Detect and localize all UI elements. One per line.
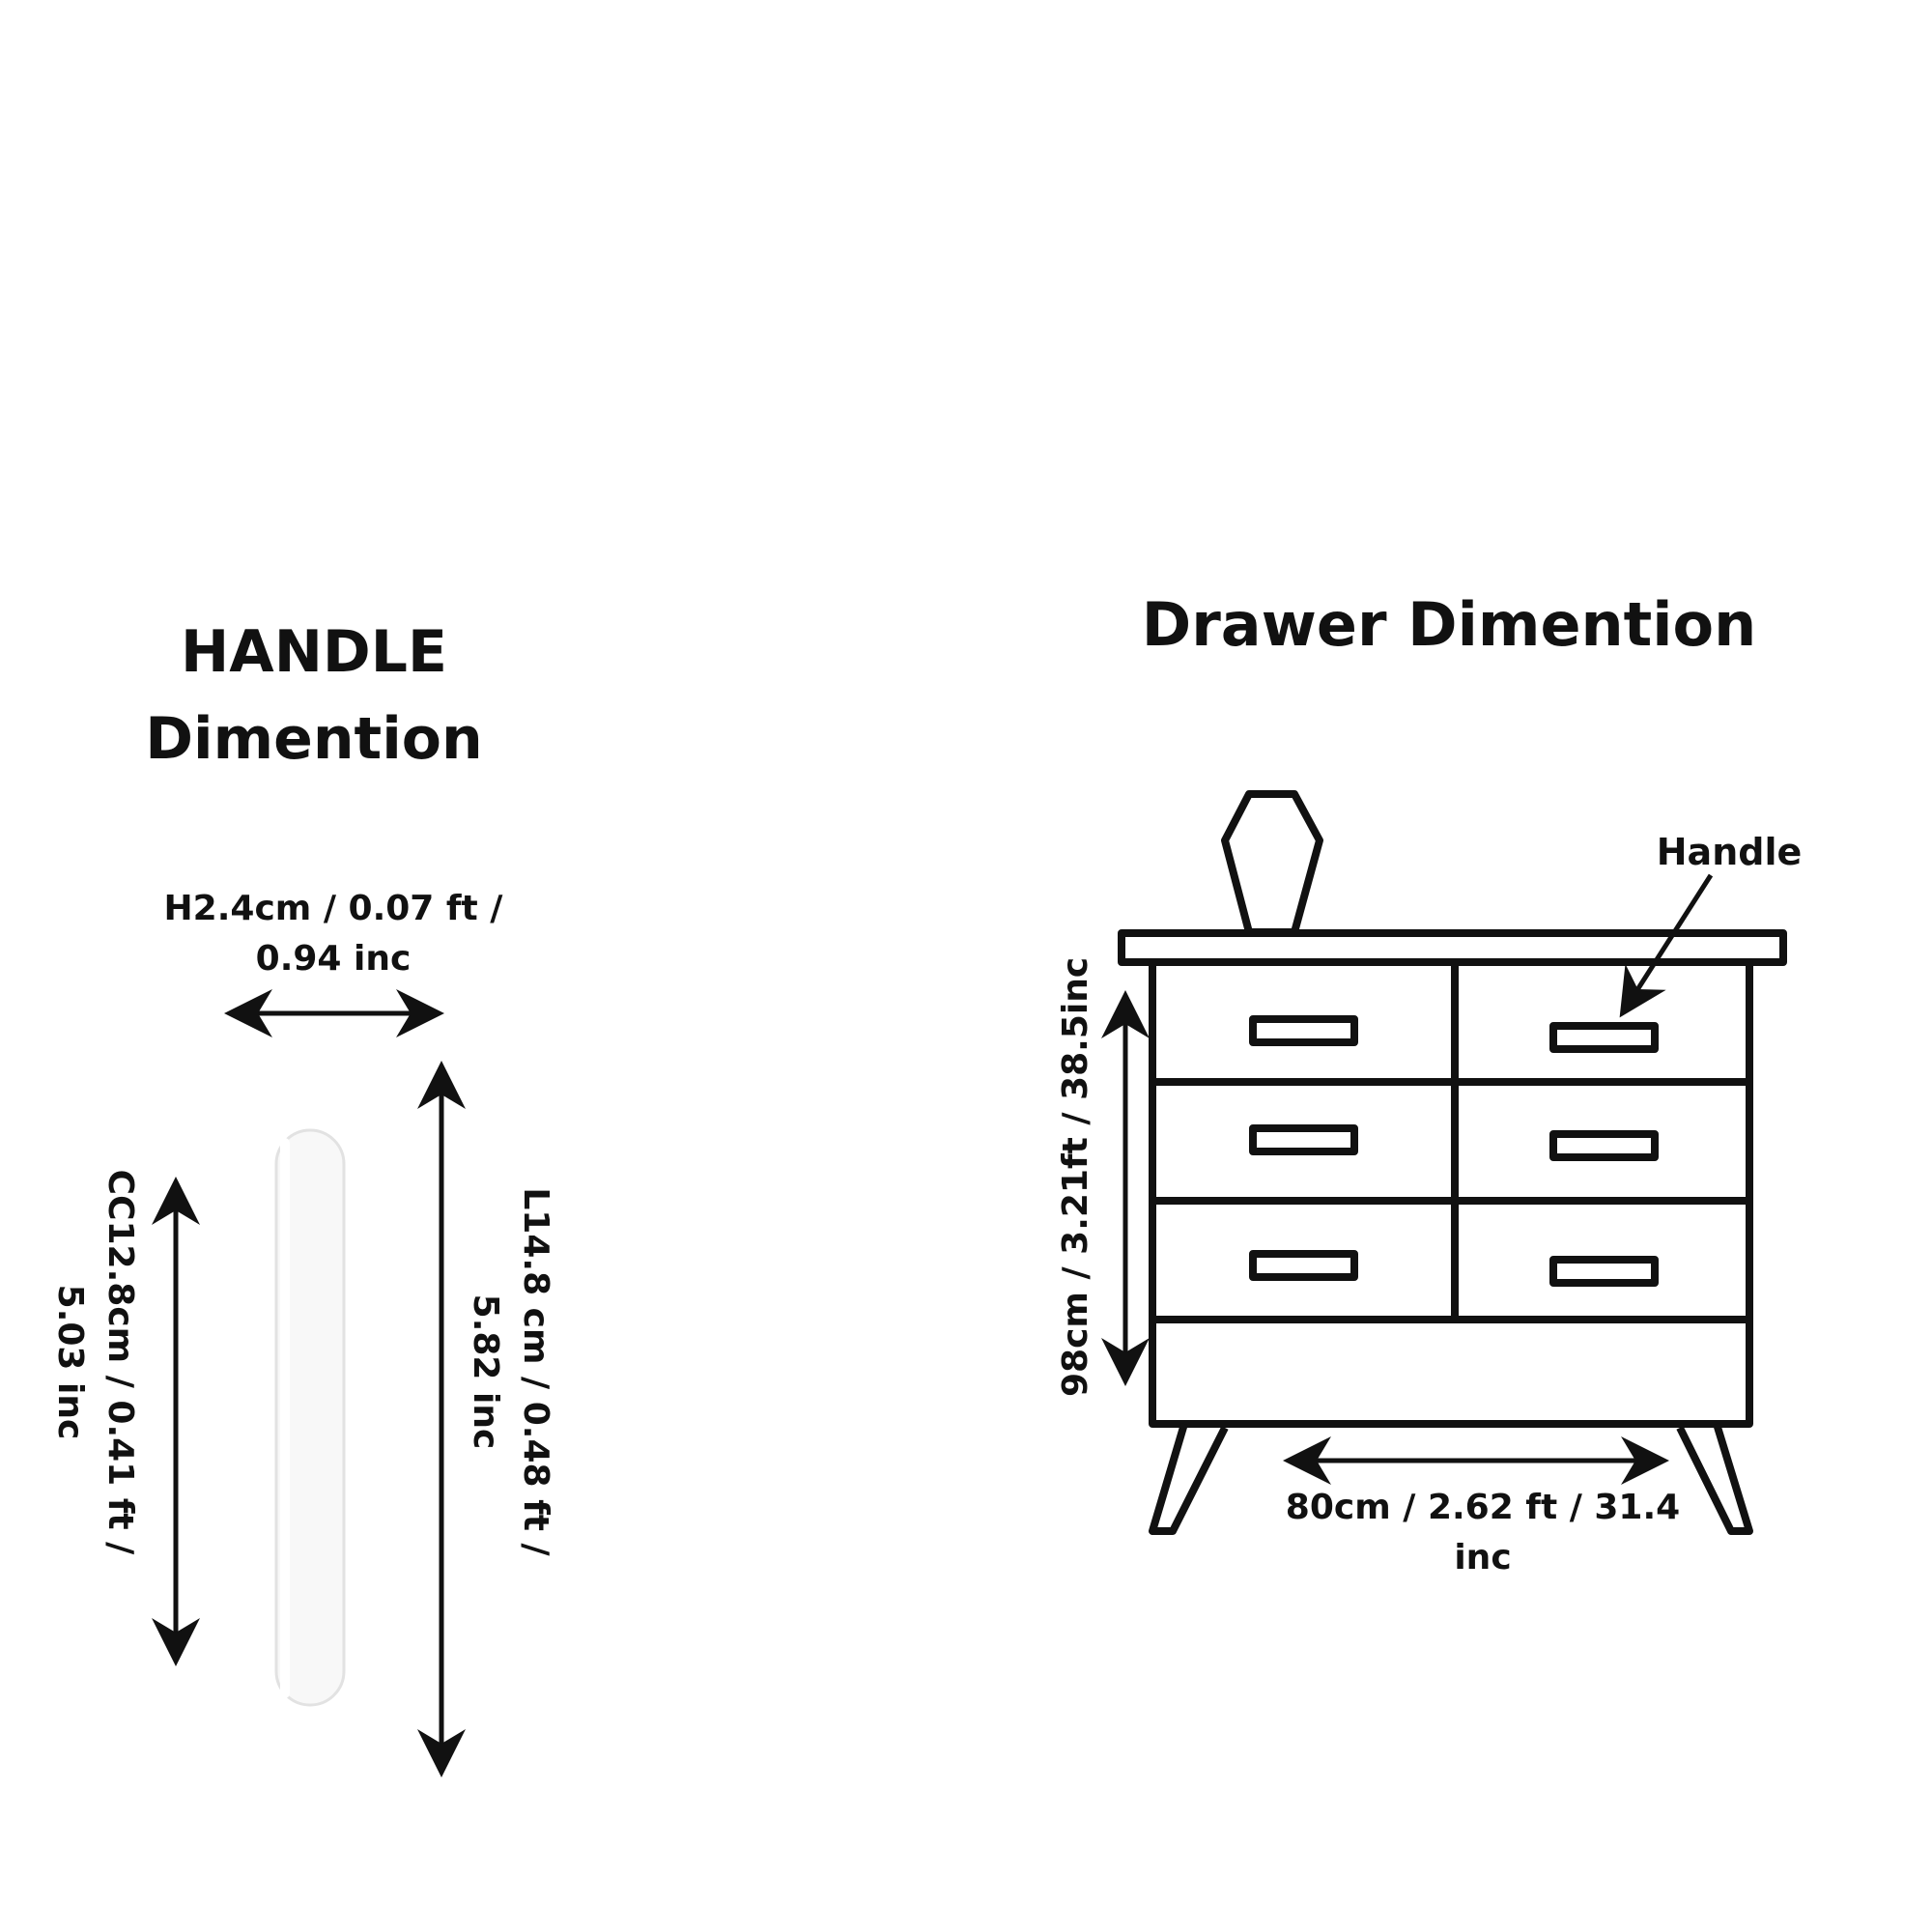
dresser-top: [1122, 933, 1783, 962]
drawer-handle: [1553, 1134, 1655, 1157]
handle-cc-label-line2: 5.03 inc: [49, 1284, 90, 1440]
handle-callout-arrow: [1625, 875, 1711, 1009]
handle-title-line1: HANDLE: [181, 618, 447, 686]
handle-title-line2: Dimention: [145, 705, 483, 773]
handle-length-label-line2: 5.82 inc: [465, 1293, 505, 1450]
dresser-leg-left: [1152, 1424, 1225, 1531]
handle-height-label: [145, 884, 522, 984]
drawer-width-label-line1: 80cm / 2.62 ft / 31.4: [1285, 1488, 1681, 1527]
drawer-width-label: [1275, 1483, 1690, 1583]
vase-icon: [1225, 794, 1320, 932]
drawer-handle: [1253, 1254, 1354, 1277]
handle-height-label-line2: 0.94 inc: [255, 939, 412, 980]
handle-cc-label: [39, 1145, 145, 1579]
handle-product-image: [276, 1130, 344, 1705]
handle-length-label-line1: L14.8 cm / 0.48 ft /: [516, 1187, 555, 1556]
handle-length-label: [454, 1154, 560, 1589]
dresser-drawing: [1122, 794, 1783, 1531]
drawer-dimension-title: Drawer Dimention: [1141, 589, 1757, 660]
drawer-width-label-line2: inc: [1454, 1538, 1512, 1578]
drawer-handle: [1253, 1019, 1354, 1042]
handle-cc-label-line1: CC12.8cm / 0.41 ft /: [100, 1169, 140, 1555]
handle-callout-label: Handle: [1656, 831, 1803, 873]
drawer-handle: [1553, 1260, 1655, 1283]
drawer-handle: [1253, 1128, 1354, 1151]
drawer-height-label: 98cm / 3.21ft / 38.5inc: [1056, 956, 1095, 1397]
handle-height-label-line1: H2.4cm / 0.07 ft /: [163, 889, 503, 928]
drawer-handle: [1553, 1026, 1655, 1049]
